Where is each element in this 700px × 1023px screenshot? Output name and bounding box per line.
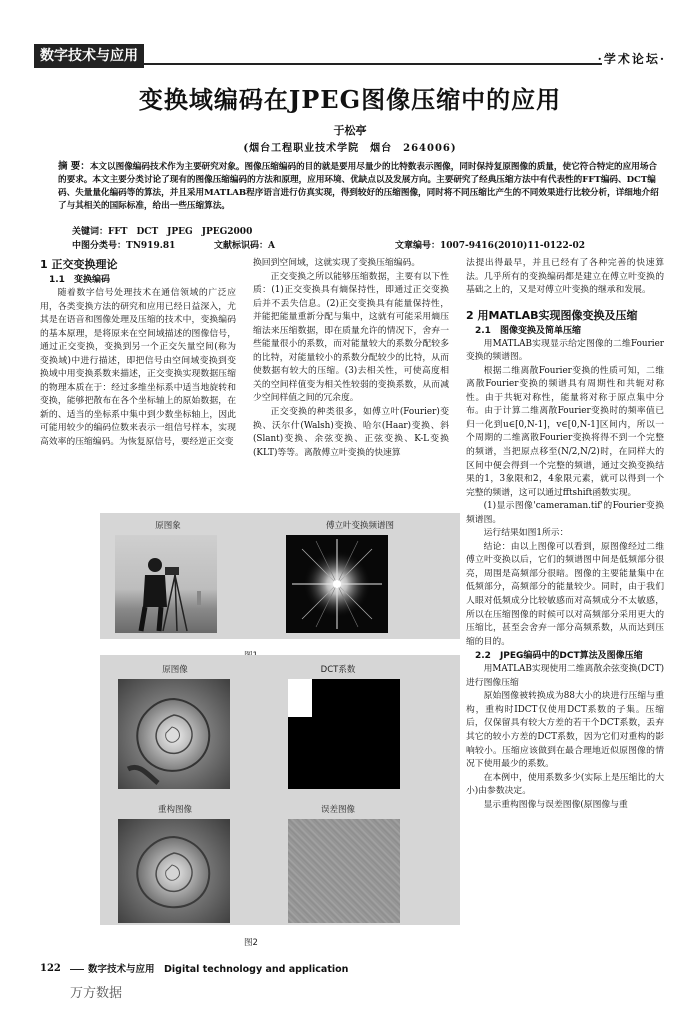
original-rose-image xyxy=(118,679,230,789)
figure-2-br-title: 误差图像 xyxy=(320,805,355,815)
rose-photo-icon xyxy=(118,679,230,789)
page-number: 122 xyxy=(40,963,61,974)
paragraph: 结论：由以上图像可以看到，原图像经过二维傅立叶变换以后，它们的频谱图中间是低频部分很亮，周围是高频部分很暗。图像的主要能量集中在低频部分，高频部分的能量较少。同时，由于我们人眼对低频成分比较敏感而对高频成分不太敏感，所以在压缩图像的时候可以对高频部分采用更大的压缩比，甚至会舍弃一部分高频系数，从而达到压缩的目的。 xyxy=(466,541,664,647)
header-rule xyxy=(34,63,602,65)
paper-title: 变换域编码在JPEG图像压缩中的应用 xyxy=(138,85,562,114)
watermark: 万方数据 xyxy=(70,986,123,1001)
figure-1-right-title: 傅立叶变换频谱图 xyxy=(325,521,394,531)
paragraph: 换回到空间域，这就实现了变换压缩编码。 xyxy=(253,258,421,268)
heading-section-2: 2 用MATLAB实现图像变换及压缩 xyxy=(466,308,638,322)
paragraph: 正交变换的种类很多，如傅立叶(Fourier)变换、沃尔什(Walsh)变换、哈尔(Haar)变换、斜(Slant)变换、余弦变换、正弦变换、K-L变换(KLT)等等。离散傅立叶变换的快速算 xyxy=(253,407,449,458)
dct-coefficients-image xyxy=(288,679,400,789)
heading-section-1: 1 正交变换理论 xyxy=(40,258,118,271)
heading-2-2: 2.2 JPEG编码中的DCT算法及图像压缩 xyxy=(475,651,643,662)
affiliation: (烟台工程职业技术学院 烟台 264006) xyxy=(243,143,457,154)
paragraph: 显示重构图像与误差图像(原图像与重 xyxy=(483,799,628,810)
figure-2-tr-title: DCT系数 xyxy=(320,665,356,675)
column-2 xyxy=(253,257,449,460)
paragraph: 随着数字信号处理技术在通信领域的广泛应用，各类变换方法的研究和应用已经日益深入，尤其是在语音和图像处理及压缩的技术中，变换编码的基本原理，是将原来在空间域描述的图像信号，通过正交变换，变换到另一个正交矢量空间(称为变换域)中进行描述，即把信号由空间域变换到变换域中用变换系数来描述，正交变换实现数据压缩的物理本质在于：经过多维坐标系中适当地旋转和变换，能够把散布在各个坐标轴上的原始数据，在新的、适当的坐标系中集中到少数坐标轴上，因此可能用较少的编码位数来表示一组信号样本，实现高效率的压缩编码。为恢复原信号，要经逆正交变 xyxy=(40,288,236,448)
paragraph: 正交变换之所以能够压缩数据，主要有以下性质：(1)正交变换具有熵保持性，即通过正交变换后并不丢失信息。(2)正交变换具有能量保持性，并能把能量重新分配与集中，这就有可能采用熵压缩法来压缩数据，即在质量允许的情况下，舍弃一些能量很小的系数，而对能量较大的系数分配较多的比特，对能量较小的系数分配较少的比特，从而使数据有较大的压缩。(3)去相关性，可使高度相关的空间样值变为相关性较弱的变换系数，从而减少空间样值之间的冗余度。 xyxy=(253,271,449,404)
heading-1-1: 1.1 变换编码 xyxy=(49,275,110,285)
document-code: 文献标识码：A xyxy=(214,241,275,251)
paragraph: (1)显示图像'cameraman.tif'的Fourier变换频谱图。 xyxy=(466,501,664,525)
cameraman-photo-icon xyxy=(115,535,217,633)
column-tag: ·学术论坛· xyxy=(597,52,666,66)
clc-number: 中图分类号：TN919.81 xyxy=(72,241,176,251)
abstract xyxy=(58,160,662,213)
dct-coefficient-block xyxy=(288,679,312,717)
paragraph: 原始图像被转换成为88大小的块进行压缩与重构，重构时IDCT仅使用DCT系数的子集。压缩后，仅保留具有较大方差的若干个DCT系数，丢弃其它的较小方差的DCT系数，因为它们对重构的影响较小。压缩应该做到在最合理地近似原图像的情况下使用最少的系数。 xyxy=(466,691,664,770)
figure-2-caption: 图2 xyxy=(244,938,258,948)
figure-2-bl-title: 重构图像 xyxy=(157,805,192,815)
keywords: 关键词：FFT DCT JPEG JPEG2000 xyxy=(72,227,253,237)
figure-1-left-title: 原图象 xyxy=(155,521,181,531)
paragraph: 用MATLAB实现显示给定图像的二维Fourier变换的频谱图。 xyxy=(466,338,664,363)
rose-reconstructed-icon xyxy=(118,819,230,923)
reconstructed-rose-image xyxy=(118,819,230,923)
figure-2-tl-title: 原图像 xyxy=(162,665,188,675)
paragraph: 法提出得最早，并且已经有了各种完善的快速算法。几乎所有的变换编码都是建立在傅立叶变换的基础之上的，又是对傅立叶变换的继承和发展。 xyxy=(466,258,664,296)
paragraph: 在本例中，使用系数多少(实际上是压缩比的大小)由参数决定。 xyxy=(466,772,664,797)
heading-2-1: 2.1 图像变换及简单压缩 xyxy=(475,325,581,336)
figure-1 xyxy=(100,513,460,673)
error-image xyxy=(288,819,400,923)
paragraph: 用MATLAB实现使用二维离散余弦变换(DCT)进行图像压缩 xyxy=(466,664,664,688)
paragraph: 根据二维离散Fourier变换的性质可知，二维离散Fourier变换的频谱具有周期性和共轭对称性。由于共轭对称性，能量将对称于原点集中分布。由于计算二维离散Fourier变换时的频率值已归一化到u∈[0,N-1]，v∈[0,N-1]区间内，所以一个周期的二维离散Fourier变换将得不到一个完整的频谱，当把原点移至(N/2,N/2)时，在同样大的区间中便会得到一个完整的频谱，通过交换变换结果的1，3象限和2，4象限元素，就可以得到一个完整的频谱，这可以通过fftshift函数实现。 xyxy=(466,365,664,498)
cameraman-image xyxy=(115,535,217,633)
column-1 xyxy=(40,257,236,450)
figure-2 xyxy=(100,655,460,950)
column-3 xyxy=(466,257,664,812)
section-tag: 数字技术与应用 xyxy=(34,44,144,68)
author: 于松亭 xyxy=(333,124,367,137)
footer-rule xyxy=(70,969,84,970)
paragraph: 运行结果如图1所示： xyxy=(483,528,569,539)
abstract-label: 摘 要： xyxy=(58,161,90,172)
article-number: 文章编号：1007-9416(2010)11-0122-02 xyxy=(395,241,585,251)
fourier-spectrum-image xyxy=(286,535,388,633)
spectrum-burst-icon xyxy=(286,535,388,633)
journal-footer: 数字技术与应用 Digital technology and application xyxy=(88,964,349,975)
abstract-text: 本文以图像编码技术作为主要研究对象。图像压缩编码的目的就是要用尽量少的比特数表示图像，同时保持复原图像的质量，使它符合特定的应用场合的要求。本文主要分类讨论了现有的图像压缩编码的方法和原理，应用环境、优缺点以及发展方向。主要研究了经典压缩方法中有代表性的FFT编码、DCT编码、失量量化编码等的算法，并且采用MATLAB程序语言进行仿真实现，得到较好的压缩图像，同时将不同压缩比产生的不同效果进行比较分析，详细地介绍了与其相关的国际标准，给出一些压缩算法。 xyxy=(58,162,659,211)
